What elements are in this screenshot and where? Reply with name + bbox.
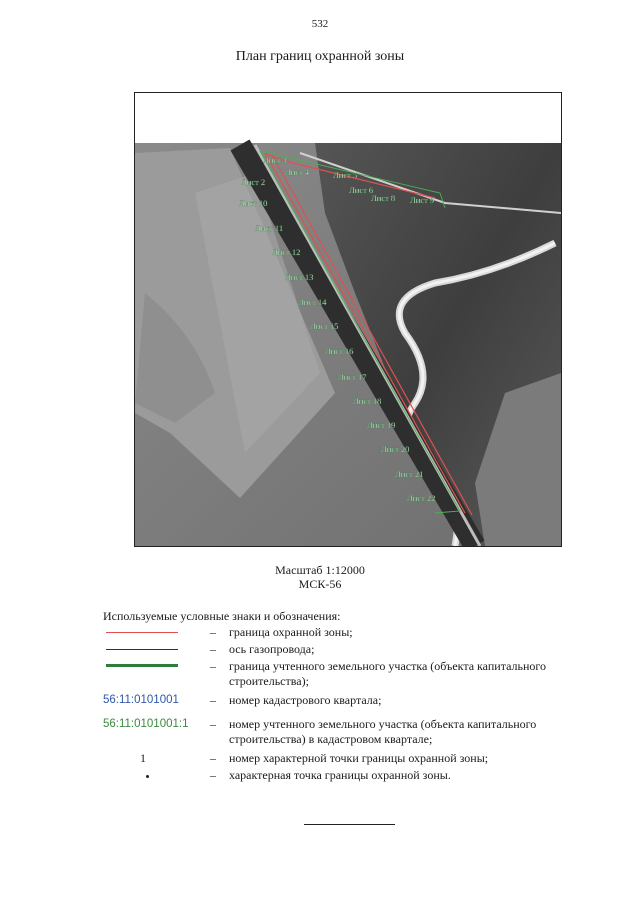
- legend-description: граница учтенного земельного участка (объекта капитального строительства);: [229, 659, 547, 688]
- sheet-label: Лист 19: [367, 420, 396, 430]
- sheet-label: Лист 9: [410, 195, 435, 205]
- sheet-label: Лист 5: [333, 170, 358, 180]
- sheet-label: Лист 21: [395, 469, 424, 479]
- map-scale: [0, 563, 640, 591]
- legend-description: характерная точка границы охранной зоны.: [229, 768, 451, 782]
- legend-description: ось газопровода;: [229, 642, 315, 656]
- map-image: [134, 92, 562, 547]
- legend-dash: –: [210, 768, 216, 782]
- green-line-symbol: [106, 664, 178, 667]
- legend-description: номер кадастрового квартала;: [229, 693, 382, 707]
- legend-heading: Используемые условные знаки и обозначения:: [103, 609, 341, 623]
- legend-dash: –: [210, 625, 216, 639]
- sheet-label: Лист 8: [371, 193, 396, 203]
- sheet-label: Лист 1: [263, 155, 288, 165]
- black-line-symbol: [106, 649, 178, 650]
- sheet-label: Лист 12: [272, 247, 301, 257]
- legend-dash: –: [210, 659, 216, 673]
- sheet-label: Лист 15: [310, 321, 339, 331]
- scale-line: Масштаб 1:12000: [275, 563, 365, 577]
- sheet-label: Лист 4: [285, 167, 310, 177]
- sheet-label: Лист 17: [338, 372, 367, 382]
- aerial-map: [135, 93, 561, 546]
- legend-dash: –: [210, 693, 216, 707]
- sheet-label: Лист 16: [325, 346, 354, 356]
- sheet-label: Лист 2: [241, 177, 266, 187]
- legend-description: номер характерной точки границы охранной зоны;: [229, 751, 489, 765]
- land-plot-code: 56:11:0101001:1: [103, 718, 189, 730]
- legend-description: граница охранной зоны;: [229, 625, 353, 639]
- legend-dash: –: [210, 717, 216, 731]
- sheet-label: Лист 11: [255, 223, 284, 233]
- sheet-label: Лист 13: [285, 272, 314, 282]
- legend-dash: –: [210, 642, 216, 656]
- sheet-label: Лист 10: [239, 198, 268, 208]
- page-number: 532: [311, 18, 329, 30]
- legend-dash: –: [210, 751, 216, 765]
- red-line-symbol: [106, 632, 178, 633]
- sheet-label: Лист 20: [381, 444, 410, 454]
- page-title: План границ охранной зоны: [235, 49, 405, 64]
- footer-rule: [304, 824, 395, 825]
- sheet-label: Лист 18: [353, 396, 382, 406]
- sheet-label: Лист 6: [349, 185, 374, 195]
- legend-description: номер учтенного земельного участка (объекта капитального строительства) в кадастровом квартале;: [229, 717, 537, 746]
- point-number-symbol: 1: [140, 751, 146, 765]
- sheet-label: Лист 14: [298, 297, 327, 307]
- coordinate-system: МСК-56: [298, 577, 342, 591]
- sheet-label: Лист 22: [407, 493, 436, 503]
- dot-symbol: [146, 775, 149, 778]
- cadastral-quarter-code: 56:11:0101001: [103, 694, 179, 706]
